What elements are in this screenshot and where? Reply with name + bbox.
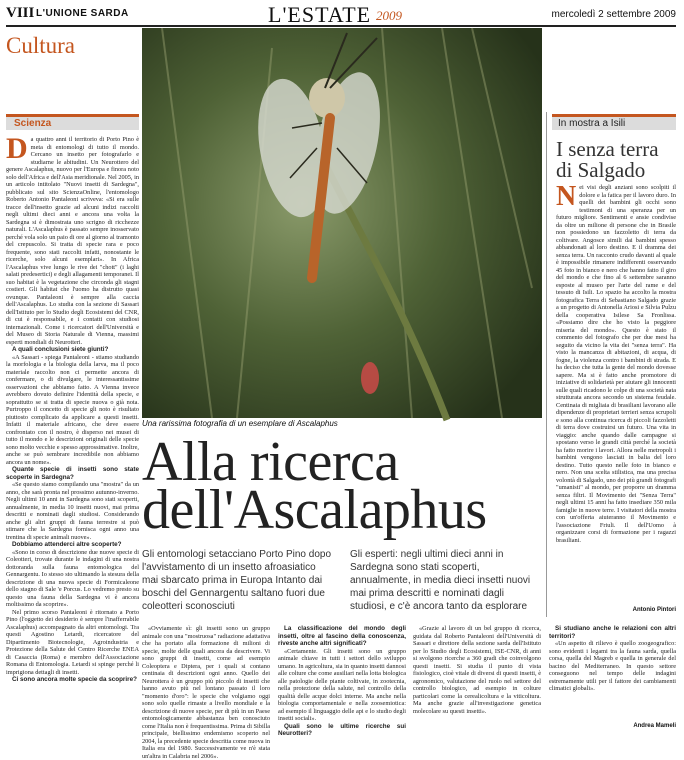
sidebar-title: I senza terra di Salgado	[556, 137, 659, 182]
page-header	[6, 2, 676, 27]
answer: «Grazie al lavoro di un bel gruppo di ricerca, guidata dal Roberto Pantaleoni dell'Università di Sassari e direttore della sezione sarda dell'Istituto per lo Studio degli Ecosistemi, ISE-CNR, di anni si svolgono ricerche a 360 gradi che coinvolgono questi insetti. Si studia il punto di vista fisiologico, cioè vitale di diversi di questi insetti, è agronomico, valutazione del ruolo nel settore del controllo biologico, ad esempio in colture particolari come la cerealicoltura e la viticoltura. Ma anche grazie all'investigazione genetica molecolare su questi insetti».	[413, 625, 541, 715]
sidebar-body: ei visi degli anziani sono scolpiti il dolore e la fatica per il lavoro duro. In quelli dei bambini gli occhi sono testimoni di una speranza per un futuro migliore. Sentimenti e ansie condivise da oltre un milione di persone che in Brasile non possiedono un fazzoletto di terra da coltivare. Angosce simili dai bambini spesso abbandonati al loro destino. E il dramma dei senza terra. Un racconto crudo davanti al quale è impossibile rimanere indifferenti osservando 45 foto in bianco e nero che hanno fatto il giro del mondo e che fino al 6 settembre saranno esposte al museo per l'arte del rame e del tessuto di Isili. Lo spazio ha accolto la mostra fotografica Terra di Sebastiano Salgado grazie a un progetto di Antonella Ariosi e Silvia Pulzu della cooperativa Isilese Sa Fronlissa. «Possiamo dire che ho visto la peggiore miseria del mondo». Questo è stato il commento del fotografo che per due mesi ha seguito da vicino la vita dei "senza terra". Ha visto la mancanza di abitazioni, di acqua, di fogne, la violenza contro i bambini di strada. E ha deciso che tutta la gente del mondo dovesse sapere. Ma si è fatto anche promotore di iniziative di solidarietà per aiutare gli innocenti sulle quali ricadono le colpe di una società nata strutturata ancora secondo un sistema feudale. Centinaia di migliaia di brasiliani lavorano alle dipendenze di proprietari terrieri senza scrupoli e sono alla continua ricerca di piccoli fazzoletti di terra dove costruirsi un futuro. Una vita in viaggio: anche quando dalle campagne si spostano verso le grandi città perché la società ha fatto morire i lavori. Allora nelle metropoli i bambini vengono lasciati in balia del loro destino. Tutto questo nelle foto in bianco e nero. Non una scelta stilistica, ma una precisa volontà di Salgado, uno dei più grandi fotografi "umanisti" al mondo, per proporre un dramma senza filtri. Il Movimento dei "Senza Terra" negli ultimi 15 anni ha fatto insediare 350 mila famiglie in nuove terre. I visitatori della mostra con un'offerta aiuteranno il Movimento e l'associazione Friuli. Il dell'Uomo à organizzare corsi di formazione per i ragazzi brasiliani.	[556, 184, 676, 544]
section-title: Cultura	[6, 33, 75, 58]
question: La classificazione del mondo degli insetti, oltre al fascino della conoscenza, riveste anche altri significati?	[278, 625, 406, 647]
main-article-col3	[278, 625, 406, 737]
section-masthead: L'ESTATE	[268, 2, 372, 27]
sidebar-text	[556, 181, 676, 606]
answer: «Certamente. Gli insetti sono un gruppo animale chiave in tutti i settori dello sviluppo umano. In agricoltura, sia in quanto insetti dannosi alle colture che come ausiliari nella lotta biologica alle patologie delle piante coltivate, in zootecnia, nella protezione della salute, nel controllo della qualità delle acque dolci interne. Ma anche nella biologia comportamentale e nella zoosemiotica: ad esempio il linguaggio delle api e lo studio degli insetti sociali».	[278, 647, 406, 722]
publication-name: L'UNIONE SARDA	[36, 8, 129, 19]
headline-line1: Alla ricerca	[142, 431, 399, 493]
main-article-col5	[549, 625, 676, 723]
article-text: Nel primo scorso Pantaleoni è ritornato a Porto Pino (l'oggetto dei desiderio è sempre l'inafferrabile Ascalaphus) accompagnato da altri entomologi. Tra questi Agostino Letardi, ricercatore del Dipartimento Biotecnologie, Agroindustria e Protezione della Salute del Centro Ricerche ENEA di Casaccia (Roma) e membro dell'Associazione Romana di Entomologia. Letardi si spinge perché li imprigiona dettagli di insetti.	[6, 608, 139, 676]
masthead-year: 2009	[376, 8, 402, 23]
insect-photo	[142, 28, 542, 418]
question: Si studiano anche le relazioni con altri territori?	[549, 625, 676, 640]
answer: «Ovviamente sì: gli insetti sono un gruppo animale con una "mostruosa" radiazione adattativa che ha portato alla formazione di milioni di specie, molte delle quali ancora da descrivere. Vi sono gruppi di insetti, come ad esempio Coleoptera e Diptera, per i quali si contano centinaia di descrizioni ogni anno. Quello dei Neurottera è un gruppo più piccolo di insetti che hanno avuto più nel lontano passato il loro "momento d'oro": le specie che volgiamo oggi sono solo quelle rimaste a livello mondiale e la descrizione di nuove specie, per di più in un Paese entomologicamente abbastanza ben conosciuto come l'Italia non è frequentissima. Prima di Sibilla principale, biellissimo endemismo scoperto nel 2004, la precedente specie descritta come nuova in Italia era del 1980. Successivamente ve n'è stata un'altra in Calabria nel 2006».	[142, 625, 270, 760]
answer: «Se questo siamo compilando una "mostra" da un anno, che sarà pronta nel prossimo autunno-inverno. Negli ultimi 10 anni in Sardegna sono stati scoperti, annualmente, in media 10 insetti nuovi, mai prima descritti e nominati dagli studiosi. Considerando anche gli altri gruppi di fauna terrestre si può stimare che la Sardegna fornisca ogni anno una trentina di specie animali nuove».	[6, 481, 139, 541]
question: A quali conclusioni siete giunti?	[12, 346, 109, 353]
main-article-col4	[413, 625, 541, 733]
issue-date: mercoledì 2 settembre 2009	[551, 9, 676, 20]
question: Dobbiamo attenderci altre scoperte?	[12, 541, 122, 548]
sidebar-author: Antonio Pintori	[632, 607, 676, 613]
subtitle-left: Gli entomologi setacciano Porto Pino dopo l'avvistamento di un insetto afroasiatico mai sbarcato prima in Europa Intanto dai boschi del Gennargentu saltano fuori due coleotteri sconosciuti	[142, 549, 332, 612]
drop-cap: D	[6, 132, 28, 165]
answer: «Sono in corso di descrizione due nuove specie di Coleotteri, trovate durante le indagini di una nostra dottoranda sulla fauna entomologica del Gennargentu. Io stesso sto ultimando la stesura della descrizione di una nuova specie di Formicaleone dello stagno di Sale 'e Porcus. Lo vedremo presto su questo una fauna della Sardegna vi è ancora moltissimo da scoprire».	[6, 548, 139, 608]
main-article-col1	[6, 132, 139, 736]
kicker-bar	[6, 114, 139, 130]
answer: «Un aspetto di rilievo è quello zoogeografico: sono evidenti i legami tra la fauna sarda, quella corsa, quella del Magreb e quella in generale del bacino del Mediterraneo. In questo settore conseguono nel tempo delle indagini estremamente utili per il fattore dei cambiamenti climatici globali».	[549, 640, 676, 692]
page-number: VIII	[6, 5, 35, 21]
main-article-col2	[142, 625, 270, 760]
sidebar-kicker: In mostra a Isili	[558, 118, 626, 129]
sidebar-kicker-bar	[552, 114, 676, 130]
subtitle-right: Gli esperti: negli ultimi dieci anni in Sardegna sono stati scoperti, annualmente, in media dieci insetti nuovi mai prima descritti e nominati dagli studiosi, e c'è ancora tanto da esplorare	[350, 549, 531, 612]
lead-text: a quattro anni il territorio di Porto Pino è meta di entomologi di tutto il mondo. Cercano un insetto per fotografarlo e studiarne le abitudini. Un Neurottero del genere Ascalaphus, nuovo per l'Europa e finora noto solo dell'Africa e dell'Asia meridionale. Nel 2005, in un articolo intitolato "Nuovi insetti di Sardegna", pubblicato sul sito ScienzaOnline, l'entomologo Roberto Antonio Pantaleoni scriveva: «Si era sulle tracce dell'insetto grazie ad alcuni indizi raccolti negli ultimi dieci anni e ancora una volta la Sardegna si è dimostrata uno scrigno di ricchezze naturali. L'Ascalaphus è passato sempre inosservato perché vola solo un paio di ore al giorno al tramonto del crepuscolo. Si tratta di specie rara e poco frequente, sono stati raccolti infatti, nonostante le ricerche, solo alcuni esemplari». In Africa l'Ascalaphus vive lungo le rive dei "chott" (i laghi salati predesertici) e degli allagamenti temporanei. Il suo habitat è la vegetazione che circonda gli stagni costieri. Gli habitat che l'uomo ha distrutto quasi ovunque. Pantaleoni è sempre alla caccia dell'Ascalaphus. Lo studia con la sezione di Sassari dell'Istituto per lo Studio degli Ecosistemi del CNR, di cui è responsabile, e i contatti con studiosi internazionali. Come i ricercatori dell'Università e del Museo di Storia Naturale di Vienna, massimi esperti mondiali di Neurotteri.	[6, 136, 139, 346]
author-byline: Andrea Mameli	[633, 723, 676, 729]
headline-line2: dell'Ascalaphus	[142, 479, 487, 541]
answer: «A Sassari - spiega Pantaleoni - stiamo studiando la morfologia e la biologia della larva, ma il poco materiale raccolto non ci permette ancora di confermare, o di divulgare, le interessantissime osservazioni che abbiamo fatto. A Vienna invece avrebbero dovuto definire l'identità della specie, e soprattutto se si tratta di specie nuova o già nota. Purtroppo il concetto di specie gli noto è risultato piuttosto complicato da applicare a questi insetti. Infatti il materiale africano, che deve essere confrontato con il nostro, è disperso nei musei di tutto il mondo e le descrizioni originali delle specie sono molto vecchie e spesso approssimative. Inoltre, anche se può sembrare incredibile non abbiamo ancora un nome».	[6, 353, 139, 466]
question: Ci sono ancora molte specie da scoprire?	[12, 676, 137, 683]
question: Quali sono le ultime ricerche sui Neurotteri?	[278, 722, 406, 737]
header-rule	[6, 25, 676, 27]
headline	[142, 431, 542, 541]
kicker: Scienza	[14, 118, 52, 129]
question: Quante specie di insetti sono state scoperte in Sardegna?	[6, 466, 139, 481]
drop-cap: N	[556, 181, 577, 212]
photo-caption: Una rarissima fotografia di un esemplare di Ascalaphus	[142, 419, 338, 428]
sidebar-divider	[546, 112, 547, 617]
